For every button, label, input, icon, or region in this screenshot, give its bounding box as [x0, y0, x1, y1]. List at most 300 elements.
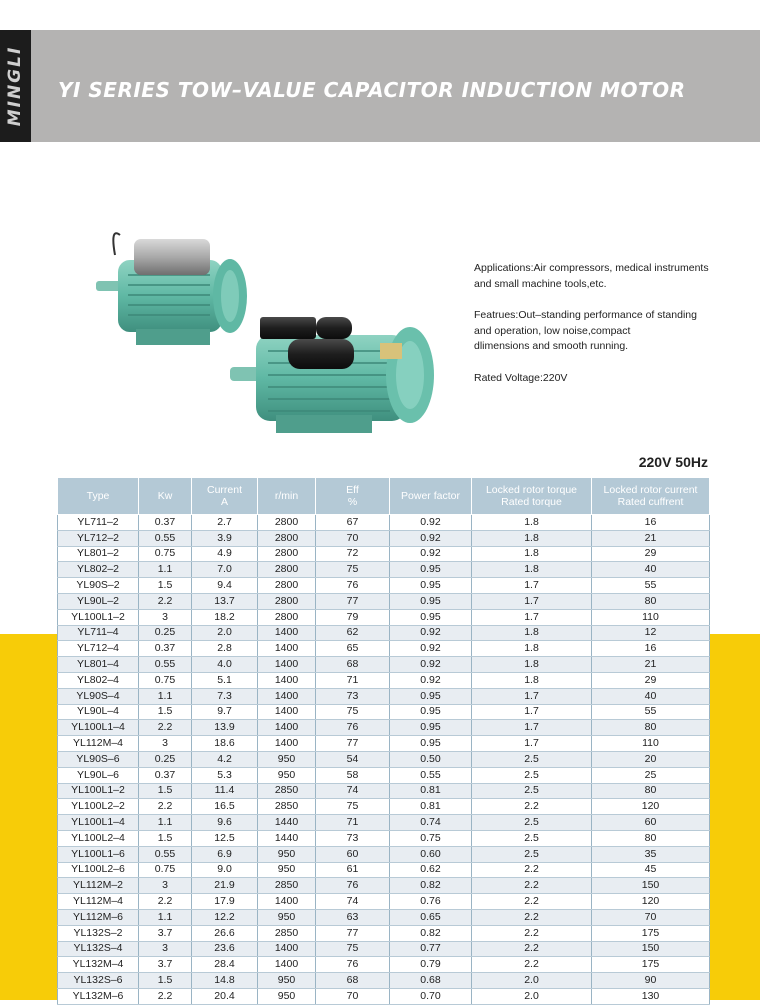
table-cell: 75	[316, 562, 390, 578]
table-cell: 0.68	[390, 973, 472, 989]
table-cell: 1.5	[139, 973, 192, 989]
table-cell: 76	[316, 878, 390, 894]
table-cell: 54	[316, 751, 390, 767]
table-cell: 1.7	[472, 688, 592, 704]
table-cell: 0.75	[139, 546, 192, 562]
table-cell: 0.92	[390, 641, 472, 657]
table-cell: YL90L–6	[58, 767, 139, 783]
table-cell: 150	[592, 941, 710, 957]
table-cell: 80	[592, 720, 710, 736]
table-cell: 1.1	[139, 562, 192, 578]
table-cell: 0.92	[390, 657, 472, 673]
table-cell: YL802–2	[58, 562, 139, 578]
table-cell: YL132S–4	[58, 941, 139, 957]
table-cell: YL132M–6	[58, 988, 139, 1004]
table-cell: 5.3	[192, 767, 258, 783]
table-row	[58, 736, 710, 752]
table-cell: 2.2	[139, 894, 192, 910]
table-cell: 0.37	[139, 641, 192, 657]
table-cell: 18.6	[192, 736, 258, 752]
table-cell: 61	[316, 862, 390, 878]
table-cell: 74	[316, 894, 390, 910]
table-cell: 5.1	[192, 672, 258, 688]
table-cell: 2.2	[139, 720, 192, 736]
table-cell: 0.92	[390, 672, 472, 688]
table-cell: 80	[592, 830, 710, 846]
table-cell: 2.5	[472, 830, 592, 846]
table-cell: 58	[316, 767, 390, 783]
table-cell: 1.5	[139, 830, 192, 846]
table-cell: 2.8	[192, 641, 258, 657]
table-cell: 20	[592, 751, 710, 767]
table-cell: 0.95	[390, 720, 472, 736]
table-cell: 1400	[258, 704, 316, 720]
table-cell: 72	[316, 546, 390, 562]
table-cell: YL712–2	[58, 530, 139, 546]
table-cell: 9.7	[192, 704, 258, 720]
table-cell: 0.55	[139, 846, 192, 862]
voltage-frequency-label: 220V 50Hz	[638, 454, 708, 470]
table-cell: 75	[316, 799, 390, 815]
table-cell: 1400	[258, 688, 316, 704]
table-cell: 0.37	[139, 515, 192, 531]
table-cell: YL112M–4	[58, 894, 139, 910]
table-row	[58, 704, 710, 720]
table-cell: 2850	[258, 783, 316, 799]
table-cell: YL100L1–4	[58, 720, 139, 736]
table-cell: 18.2	[192, 609, 258, 625]
table-cell: 60	[316, 846, 390, 862]
table-cell: 950	[258, 862, 316, 878]
column-header: Locked rotor current Rated cuffrent	[592, 478, 710, 515]
table-row	[58, 578, 710, 594]
table-cell: 3.7	[139, 957, 192, 973]
table-cell: 120	[592, 894, 710, 910]
table-cell: 26.6	[192, 925, 258, 941]
table-cell: 0.95	[390, 736, 472, 752]
table-cell: YL90S–2	[58, 578, 139, 594]
table-cell: 950	[258, 767, 316, 783]
table-cell: 65	[316, 641, 390, 657]
table-cell: 2850	[258, 925, 316, 941]
column-header: Type	[58, 478, 139, 515]
table-cell: YL100L1–6	[58, 846, 139, 862]
table-cell: 0.92	[390, 515, 472, 531]
column-header: Eff %	[316, 478, 390, 515]
table-cell: 1400	[258, 894, 316, 910]
table-cell: 2.2	[472, 941, 592, 957]
table-cell: 0.95	[390, 688, 472, 704]
product-info	[474, 261, 744, 402]
table-cell: 2800	[258, 593, 316, 609]
table-cell: 1.1	[139, 688, 192, 704]
table-cell: 76	[316, 957, 390, 973]
table-cell: 2.7	[192, 515, 258, 531]
table-cell: 76	[316, 578, 390, 594]
table-cell: 0.55	[139, 530, 192, 546]
table-cell: 3.9	[192, 530, 258, 546]
table-cell: 77	[316, 593, 390, 609]
table-row	[58, 894, 710, 910]
column-header: Current A	[192, 478, 258, 515]
table-cell: 2.5	[472, 846, 592, 862]
table-cell: 4.0	[192, 657, 258, 673]
table-cell: 9.0	[192, 862, 258, 878]
table-cell: 1.7	[472, 609, 592, 625]
table-cell: 1.7	[472, 578, 592, 594]
table-cell: 0.77	[390, 941, 472, 957]
table-cell: 1.5	[139, 578, 192, 594]
table-cell: 0.76	[390, 894, 472, 910]
table-cell: 0.75	[139, 862, 192, 878]
table-cell: 1400	[258, 672, 316, 688]
table-cell: 0.25	[139, 751, 192, 767]
table-cell: 13.7	[192, 593, 258, 609]
table-cell: YL132S–6	[58, 973, 139, 989]
column-header: r/min	[258, 478, 316, 515]
table-cell: 77	[316, 736, 390, 752]
table-cell: 0.55	[139, 657, 192, 673]
table-cell: 2.5	[472, 815, 592, 831]
table-cell: 75	[316, 704, 390, 720]
table-cell: 2.2	[472, 909, 592, 925]
table-cell: 2.2	[139, 593, 192, 609]
table-cell: YL90L–4	[58, 704, 139, 720]
table-cell: YL712–4	[58, 641, 139, 657]
table-cell: 73	[316, 830, 390, 846]
table-cell: 3	[139, 941, 192, 957]
table-row	[58, 515, 710, 531]
table-row	[58, 909, 710, 925]
table-cell: 2.2	[472, 799, 592, 815]
table-cell: 0.92	[390, 530, 472, 546]
table-row	[58, 988, 710, 1004]
table-cell: 175	[592, 957, 710, 973]
table-cell: 7.0	[192, 562, 258, 578]
table-row	[58, 830, 710, 846]
rated-voltage-text: Rated Voltage:220V	[474, 371, 568, 384]
table-cell: YL90S–4	[58, 688, 139, 704]
table-cell: 1.8	[472, 546, 592, 562]
table-cell: 16	[592, 641, 710, 657]
table-cell: 1.5	[139, 783, 192, 799]
table-cell: 55	[592, 578, 710, 594]
table-cell: 950	[258, 846, 316, 862]
table-cell: 2.2	[472, 862, 592, 878]
table-row	[58, 641, 710, 657]
table-cell: 60	[592, 815, 710, 831]
table-cell: 175	[592, 925, 710, 941]
table-cell: 68	[316, 657, 390, 673]
table-cell: 950	[258, 988, 316, 1004]
table-row	[58, 562, 710, 578]
table-cell: 0.95	[390, 578, 472, 594]
table-row	[58, 799, 710, 815]
table-cell: 2.5	[472, 751, 592, 767]
table-row	[58, 720, 710, 736]
table-cell: 40	[592, 688, 710, 704]
table-cell: 0.82	[390, 878, 472, 894]
table-cell: 9.6	[192, 815, 258, 831]
table-cell: YL90S–6	[58, 751, 139, 767]
table-cell: YL112M–4	[58, 736, 139, 752]
table-cell: 1.7	[472, 593, 592, 609]
table-row	[58, 530, 710, 546]
table-cell: 1400	[258, 657, 316, 673]
table-cell: YL112M–6	[58, 909, 139, 925]
table-cell: 0.81	[390, 783, 472, 799]
table-cell: 63	[316, 909, 390, 925]
table-cell: 35	[592, 846, 710, 862]
table-cell: 0.74	[390, 815, 472, 831]
table-cell: 28.4	[192, 957, 258, 973]
column-header: Power factor	[390, 478, 472, 515]
table-cell: 2.2	[472, 894, 592, 910]
table-cell: 1.8	[472, 641, 592, 657]
table-cell: 2.2	[472, 878, 592, 894]
table-cell: 29	[592, 546, 710, 562]
table-cell: 0.82	[390, 925, 472, 941]
table-cell: 1400	[258, 720, 316, 736]
table-cell: 2.0	[192, 625, 258, 641]
table-cell: 1.7	[472, 704, 592, 720]
table-cell: 2.2	[472, 957, 592, 973]
table-row	[58, 767, 710, 783]
table-cell: 17.9	[192, 894, 258, 910]
table-cell: 2800	[258, 562, 316, 578]
table-cell: 150	[592, 878, 710, 894]
table-cell: 0.65	[390, 909, 472, 925]
table-cell: 1.8	[472, 562, 592, 578]
table-cell: 0.62	[390, 862, 472, 878]
table-cell: 0.92	[390, 625, 472, 641]
table-cell: YL100L1–2	[58, 783, 139, 799]
table-cell: 1.1	[139, 815, 192, 831]
table-cell: 0.95	[390, 593, 472, 609]
table-cell: 21	[592, 657, 710, 673]
table-cell: 3	[139, 736, 192, 752]
table-cell: 1440	[258, 815, 316, 831]
table-row	[58, 625, 710, 641]
table-cell: 0.55	[390, 767, 472, 783]
table-row	[58, 657, 710, 673]
table-cell: 1400	[258, 736, 316, 752]
table-cell: 2800	[258, 578, 316, 594]
table-cell: 110	[592, 609, 710, 625]
table-cell: 0.95	[390, 562, 472, 578]
table-cell: 70	[316, 530, 390, 546]
table-cell: 75	[316, 941, 390, 957]
table-cell: 2.2	[139, 799, 192, 815]
table-cell: 16	[592, 515, 710, 531]
brand-logo-strip	[0, 30, 31, 142]
table-cell: YL711–2	[58, 515, 139, 531]
table-row	[58, 941, 710, 957]
table-cell: 1.5	[139, 704, 192, 720]
table-cell: 0.25	[139, 625, 192, 641]
table-row	[58, 751, 710, 767]
table-header-row	[58, 478, 710, 515]
table-cell: 73	[316, 688, 390, 704]
table-cell: 11.4	[192, 783, 258, 799]
table-cell: 20.4	[192, 988, 258, 1004]
table-cell: 67	[316, 515, 390, 531]
table-cell: 1.8	[472, 672, 592, 688]
motor-product-photos	[90, 225, 440, 440]
table-cell: 21	[592, 530, 710, 546]
page-title: YI SERIES TOW–VALUE CAPACITOR INDUCTION MOTOR	[58, 78, 686, 102]
table-cell: 0.95	[390, 704, 472, 720]
table-cell: 1400	[258, 957, 316, 973]
table-cell: 110	[592, 736, 710, 752]
table-cell: 0.50	[390, 751, 472, 767]
table-cell: YL100L1–2	[58, 609, 139, 625]
table-cell: 2.2	[139, 988, 192, 1004]
table-cell: 23.6	[192, 941, 258, 957]
table-cell: 1.8	[472, 515, 592, 531]
table-cell: 2.5	[472, 767, 592, 783]
table-cell: 1440	[258, 830, 316, 846]
table-cell: 0.79	[390, 957, 472, 973]
table-cell: 55	[592, 704, 710, 720]
table-cell: 0.75	[139, 672, 192, 688]
table-cell: 79	[316, 609, 390, 625]
table-row	[58, 593, 710, 609]
table-cell: 62	[316, 625, 390, 641]
table-cell: YL132S–2	[58, 925, 139, 941]
table-row	[58, 688, 710, 704]
table-cell: 74	[316, 783, 390, 799]
table-cell: 2850	[258, 878, 316, 894]
table-cell: 1400	[258, 941, 316, 957]
table-cell: YL132M–4	[58, 957, 139, 973]
table-cell: 1.7	[472, 736, 592, 752]
table-cell: YL100L2–2	[58, 799, 139, 815]
table-cell: 0.37	[139, 767, 192, 783]
table-cell: 1400	[258, 625, 316, 641]
table-cell: 12.2	[192, 909, 258, 925]
column-header: Locked rotor torque Rated torque	[472, 478, 592, 515]
table-cell: 12.5	[192, 830, 258, 846]
table-cell: 0.60	[390, 846, 472, 862]
table-cell: 120	[592, 799, 710, 815]
table-cell: 76	[316, 720, 390, 736]
table-cell: YL90L–2	[58, 593, 139, 609]
table-row	[58, 862, 710, 878]
table-cell: 29	[592, 672, 710, 688]
table-cell: YL802–4	[58, 672, 139, 688]
table-cell: YL801–4	[58, 657, 139, 673]
table-cell: 71	[316, 672, 390, 688]
table-cell: 2.0	[472, 988, 592, 1004]
motor-photo-small	[96, 233, 247, 345]
table-cell: 80	[592, 783, 710, 799]
table-row	[58, 609, 710, 625]
table-cell: YL711–4	[58, 625, 139, 641]
brand-logo-text: MINGLI	[5, 45, 25, 127]
table-cell: 2800	[258, 530, 316, 546]
table-cell: 45	[592, 862, 710, 878]
features-text: Featrues:Out–standing performance of standing and operation, low noise,compact dlimensions and smooth running.	[474, 309, 697, 352]
table-cell: 950	[258, 973, 316, 989]
table-row	[58, 878, 710, 894]
table-cell: 70	[592, 909, 710, 925]
table-cell: 13.9	[192, 720, 258, 736]
table-cell: 2.0	[472, 973, 592, 989]
table-cell: 16.5	[192, 799, 258, 815]
table-cell: 3	[139, 878, 192, 894]
table-cell: 71	[316, 815, 390, 831]
specification-table	[57, 477, 710, 1005]
table-cell: 1.8	[472, 530, 592, 546]
table-cell: 1.7	[472, 720, 592, 736]
table-cell: 950	[258, 751, 316, 767]
table-cell: 1.8	[472, 625, 592, 641]
table-cell: YL100L2–6	[58, 862, 139, 878]
table-cell: 68	[316, 973, 390, 989]
table-cell: 2.2	[472, 925, 592, 941]
table-cell: 0.81	[390, 799, 472, 815]
table-cell: 1.1	[139, 909, 192, 925]
table-row	[58, 672, 710, 688]
table-cell: 6.9	[192, 846, 258, 862]
table-cell: 7.3	[192, 688, 258, 704]
table-cell: YL100L2–4	[58, 830, 139, 846]
table-cell: 2.5	[472, 783, 592, 799]
table-cell: 14.8	[192, 973, 258, 989]
table-cell: 70	[316, 988, 390, 1004]
table-cell: 0.92	[390, 546, 472, 562]
table-cell: 0.70	[390, 988, 472, 1004]
table-cell: 1400	[258, 641, 316, 657]
table-cell: 25	[592, 767, 710, 783]
table-row	[58, 925, 710, 941]
table-cell: 90	[592, 973, 710, 989]
table-cell: 0.75	[390, 830, 472, 846]
table-cell: 77	[316, 925, 390, 941]
table-cell: YL112M–2	[58, 878, 139, 894]
table-cell: 2850	[258, 799, 316, 815]
motor-photo-large	[230, 317, 434, 433]
table-cell: 21.9	[192, 878, 258, 894]
table-cell: 2800	[258, 546, 316, 562]
table-cell: 3.7	[139, 925, 192, 941]
table-cell: YL100L1–4	[58, 815, 139, 831]
table-cell: 2800	[258, 609, 316, 625]
table-cell: 3	[139, 609, 192, 625]
table-cell: 4.9	[192, 546, 258, 562]
table-row	[58, 815, 710, 831]
table-cell: 80	[592, 593, 710, 609]
table-cell: 1.8	[472, 657, 592, 673]
applications-text: Applications:Air compressors, medical instruments and small machine tools,etc.	[474, 262, 709, 290]
table-row	[58, 957, 710, 973]
column-header: Kw	[139, 478, 192, 515]
table-cell: 0.95	[390, 609, 472, 625]
table-row	[58, 783, 710, 799]
table-row	[58, 546, 710, 562]
table-cell: YL801–2	[58, 546, 139, 562]
table-row	[58, 846, 710, 862]
table-cell: 950	[258, 909, 316, 925]
table-cell: 9.4	[192, 578, 258, 594]
table-cell: 40	[592, 562, 710, 578]
table-cell: 12	[592, 625, 710, 641]
table-cell: 2800	[258, 515, 316, 531]
table-cell: 4.2	[192, 751, 258, 767]
table-cell: 130	[592, 988, 710, 1004]
table-row	[58, 973, 710, 989]
